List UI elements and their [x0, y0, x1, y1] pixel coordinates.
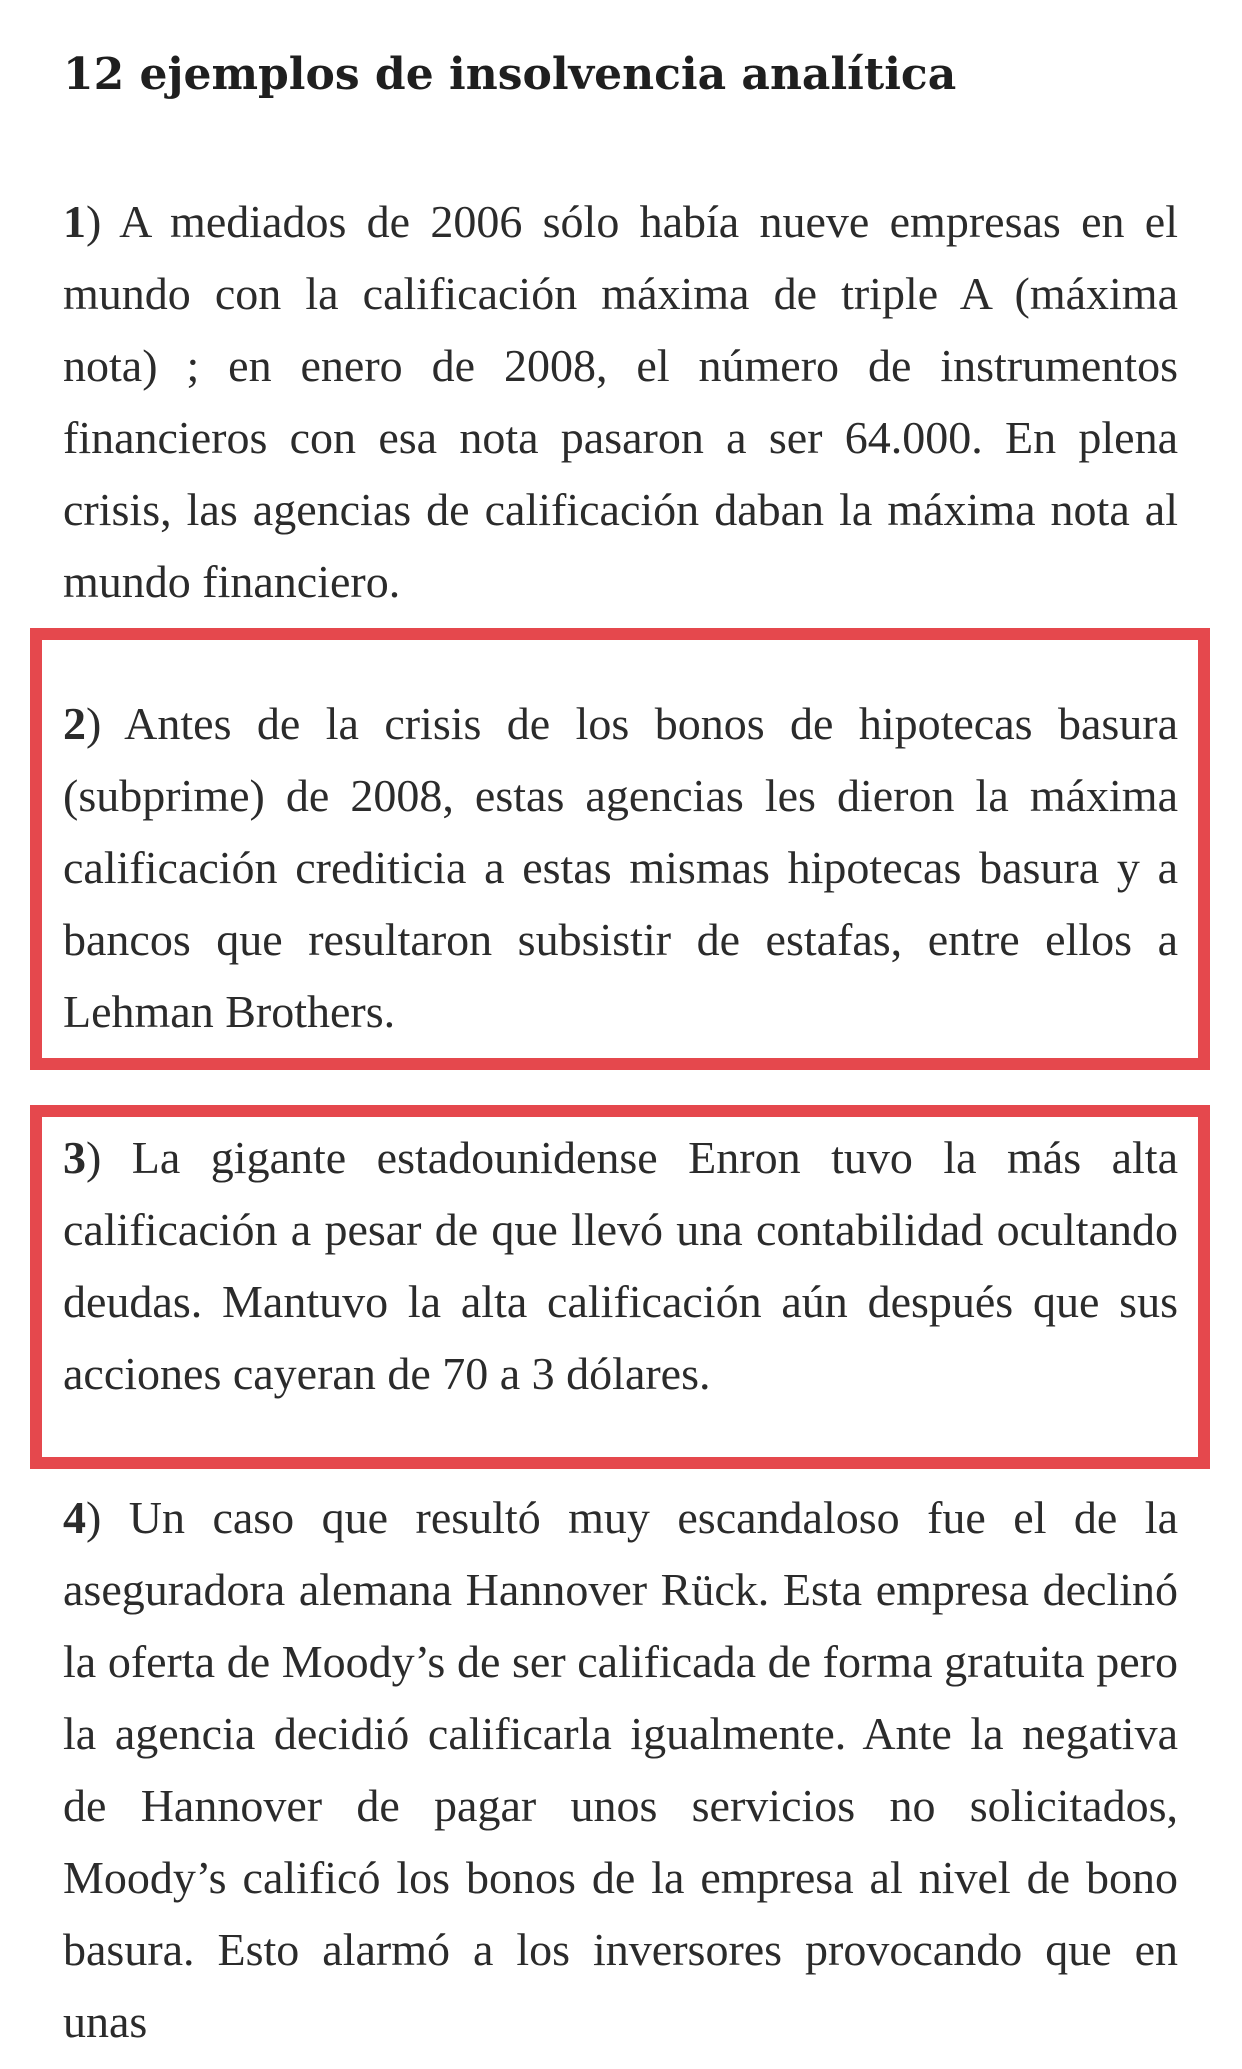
- list-item: [63, 688, 1178, 1048]
- list-item: [63, 1482, 1178, 2058]
- list-item: [63, 186, 1178, 618]
- item-number: 4: [63, 1492, 86, 1543]
- item-text: ) La gigante estadounidense Enron tuvo la más alta calificación a pesar de que llevó una contabilidad ocultando deudas. Mantuvo la alta calificación aún después que sus acciones cayeran de 70 a 3 dólares.: [63, 1132, 1178, 1399]
- list-item: [63, 1122, 1178, 1410]
- item-text: ) A mediados de 2006 sólo había nueve empresas en el mundo con la calificación máxima de triple A (máxima nota) ; en enero de 2008, el número de instrumentos financieros con esa nota pasaron a ser 64.000. En plena crisis, las agencias de calificación daban la máxima nota al mundo financiero.: [63, 196, 1178, 607]
- item-text: ) Antes de la crisis de los bonos de hipotecas basura (subprime) de 2008, estas agencias les dieron la máxima calificación crediticia a estas mismas hipotecas basura y a bancos que resultaron subsistir de estafas, entre ellos a Lehman Brothers.: [63, 698, 1178, 1037]
- item-number: 3: [63, 1132, 86, 1183]
- item-text: ) Un caso que resultó muy escandaloso fue el de la aseguradora alemana Hannover Rück. Esta empresa declinó la oferta de Moody’s de ser calificada de forma gratuita pero la agencia decidió calificarla igualmente. Ante la negativa de Hannover de pagar unos servicios no solicitados, Moody’s calificó los bonos de la empresa al nivel de bono basura. Esto alarmó a los inversores provocando que en unas: [63, 1492, 1178, 2047]
- article-title: 12 ejemplos de insolvencia analítica: [63, 49, 957, 100]
- item-number: 1: [63, 196, 86, 247]
- item-number: 2: [63, 698, 86, 749]
